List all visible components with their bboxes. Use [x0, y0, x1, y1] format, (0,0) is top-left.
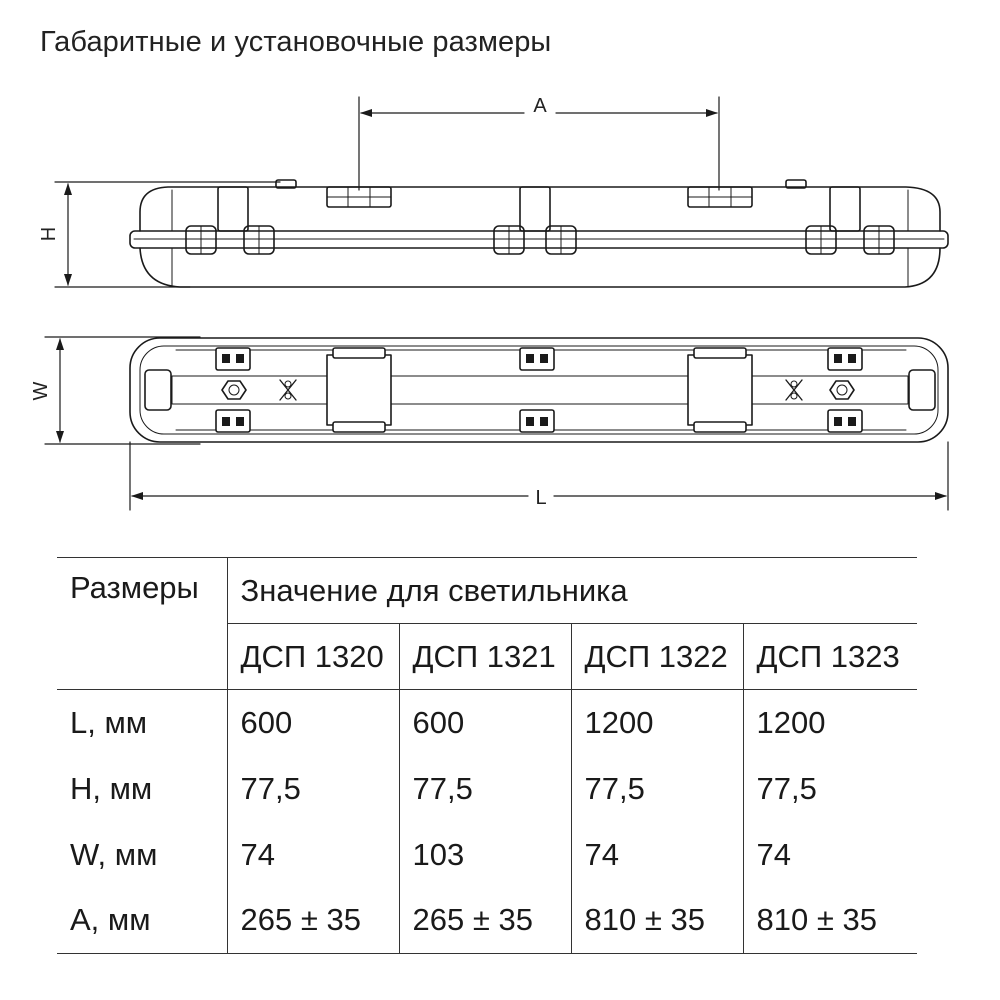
table-row	[57, 756, 917, 822]
top-view	[130, 338, 948, 442]
table-header-row	[57, 558, 917, 624]
table-cell: 810 ± 35	[571, 888, 743, 954]
table-cell: 77,5	[571, 756, 743, 822]
side-view	[130, 180, 948, 287]
table-cell: 1200	[571, 690, 743, 756]
model-name: ДСП 1320	[227, 624, 399, 690]
dimension-a	[359, 95, 719, 190]
table-cell: 810 ± 35	[743, 888, 917, 954]
table-cell: 74	[227, 822, 399, 888]
label-l: L	[535, 487, 547, 509]
model-name: ДСП 1322	[571, 624, 743, 690]
table-row	[57, 888, 917, 954]
table-row	[57, 822, 917, 888]
table-cell: 265 ± 35	[399, 888, 571, 954]
label-h: H	[38, 226, 60, 242]
row-label: W, мм	[57, 822, 227, 888]
table-cell: 103	[399, 822, 571, 888]
table-cell: 77,5	[227, 756, 399, 822]
model-name: ДСП 1321	[399, 624, 571, 690]
row-label: H, мм	[57, 756, 227, 822]
dimensions-table	[57, 557, 917, 954]
row-label: L, мм	[57, 690, 227, 756]
table-cell: 1200	[743, 690, 917, 756]
dimension-w	[30, 337, 200, 444]
row-label: A, мм	[57, 888, 227, 954]
table-cell: 265 ± 35	[227, 888, 399, 954]
table-cell: 600	[399, 690, 571, 756]
table-cell: 74	[756, 836, 791, 872]
label-w: W	[30, 381, 52, 401]
header-dimensions: Размеры	[57, 558, 227, 690]
table-row	[57, 690, 917, 756]
label-a: A	[533, 95, 547, 117]
header-value: Значение для светильника	[227, 558, 917, 624]
table-cell: 77,5	[399, 756, 571, 822]
table-cell: 77,5	[756, 770, 817, 806]
table-cell: 600	[227, 690, 399, 756]
page-title: Габаритные и установочные размеры	[40, 26, 552, 58]
dimension-l	[130, 442, 948, 510]
table-cell: 74	[571, 822, 743, 888]
model-name: ДСП 1323	[743, 624, 917, 690]
